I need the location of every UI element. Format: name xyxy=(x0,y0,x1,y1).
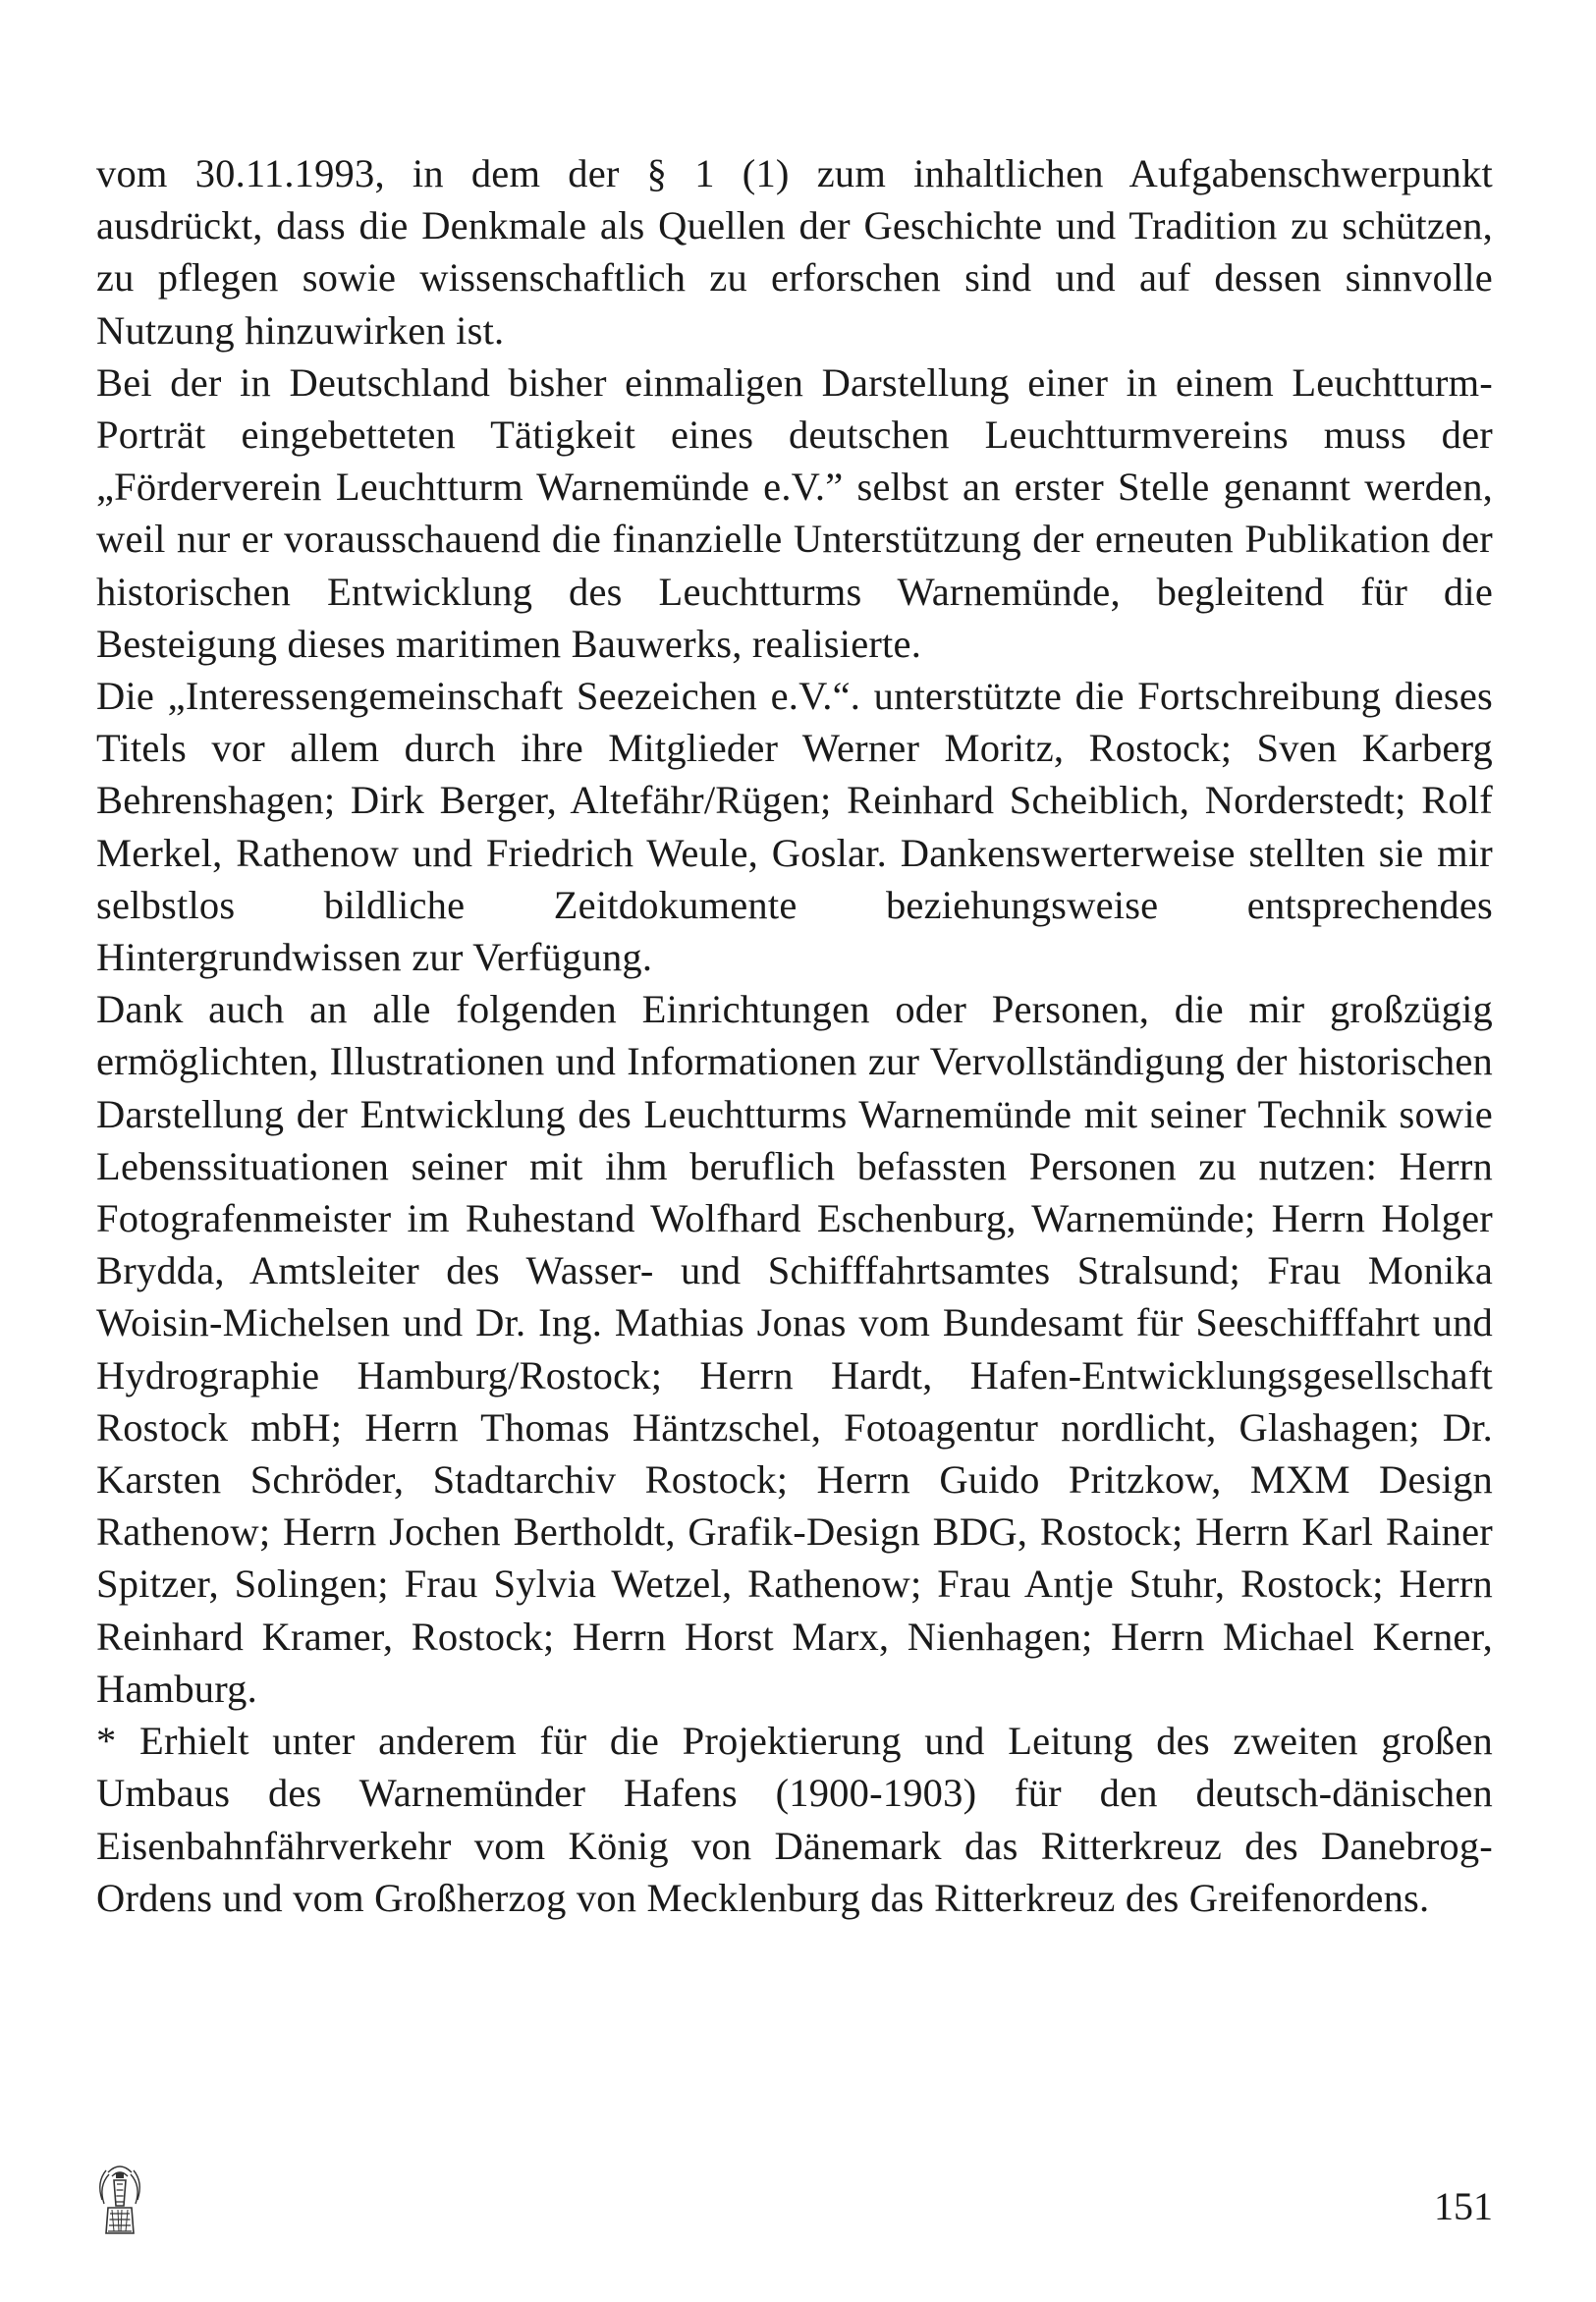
lighthouse-emblem-icon xyxy=(94,2161,145,2239)
paragraph-lighthouse-association: Bei der in Deutschland bisher einmaligen Darstellung einer in einem Leuchtturm-Porträt eingebetteten Tätigkeit eines deutschen Leuchtturmvereins muss der „Förderverein Leuchtturm Warnemünde e.V.” selbst an erster Stelle genannt werden, weil nur er vorausschauend die finanzielle Unterstützung der erneuten Publikation der historischen Entwicklung des Leuchtturms Warnemünde, begleitend für die Besteigung dieses maritimen Bauwerks, realisierte. xyxy=(96,359,1493,666)
paragraph-monument-law: vom 30.11.1993, in dem der § 1 (1) zum inhaltlichen Aufgabenschwerpunkt ausdrückt, dass die Denkmale als Quellen der Geschichte und Tradition zu schützen, zu pflegen sowie wissenschaftlich zu erforschen sind und auf dessen sinnvolle Nutzung hinzuwirken ist. xyxy=(96,151,1493,353)
paragraph-footnote: * Erhielt unter anderem für die Projektierung und Leitung des zweiten großen Umbaus des Warnemünder Hafens (1900-1903) für den deutsch-dänischen Eisenbahnfährverkehr vom König von Dänemark das Ritterkreuz des Danebrog-Ordens und vom Großherzog von Mecklenburg das Ritterkreuz des Greifenordens. xyxy=(96,1719,1493,1920)
paragraph-seezeichen-members: Die „Interessengemeinschaft Seezeichen e.V.“. unterstützte die Fortschreibung dieses Titels vor allem durch ihre Mitglieder Werner Moritz, Rostock; Sven Karberg Behrenshagen; Dirk Berger, Altefähr/Rügen; Reinhard Scheiblich, Norderstedt; Rolf Merkel, Rathenow und Friedrich Weule, Goslar. Dankenswerterweise stellten sie mir selbstlos bildliche Zeitdokumente beziehungsweise entsprechendes Hintergrundwissen zur Verfügung. xyxy=(96,674,1493,980)
body-text xyxy=(96,147,1493,1924)
paragraph-acknowledgements: Dank auch an alle folgenden Einrichtungen oder Personen, die mir großzügig ermöglichten, Illustrationen und Informationen zur Vervollständigung der historischen Darstellung der Entwicklung des Leuchtturms Warnemünde mit seiner Technik sowie Lebenssituationen seiner mit ihm beruflich befassten Personen zu nutzen: Herrn Fotografenmeister im Ruhestand Wolfhard Eschenburg, Warnemünde; Herrn Holger Brydda, Amtsleiter des Wasser- und Schifffahrtsamtes Stralsund; Frau Monika Woisin-Michelsen und Dr. Ing. Mathias Jonas vom Bundesamt für Seeschifffahrt und Hydrographie Hamburg/Rostock; Herrn Hardt, Hafen-Entwicklungsgesellschaft Rostock mbH; Herrn Thomas Häntzschel, Fotoagentur nordlicht, Glashagen; Dr. Karsten Schröder, Stadtarchiv Rostock; Herrn Guido Pritzkow, MXM Design Rathenow; Herrn Jochen Bertholdt, Grafik-Design BDG, Rostock; Herrn Karl Rainer Spitzer, Solingen; Frau Sylvia Wetzel, Rathenow; Frau Antje Stuhr, Rostock; Herrn Reinhard Kramer, Rostock; Herrn Horst Marx, Nienhagen; Herrn Michael Kerner, Hamburg. xyxy=(96,987,1493,1711)
page-number: 151 xyxy=(1434,2184,1493,2228)
